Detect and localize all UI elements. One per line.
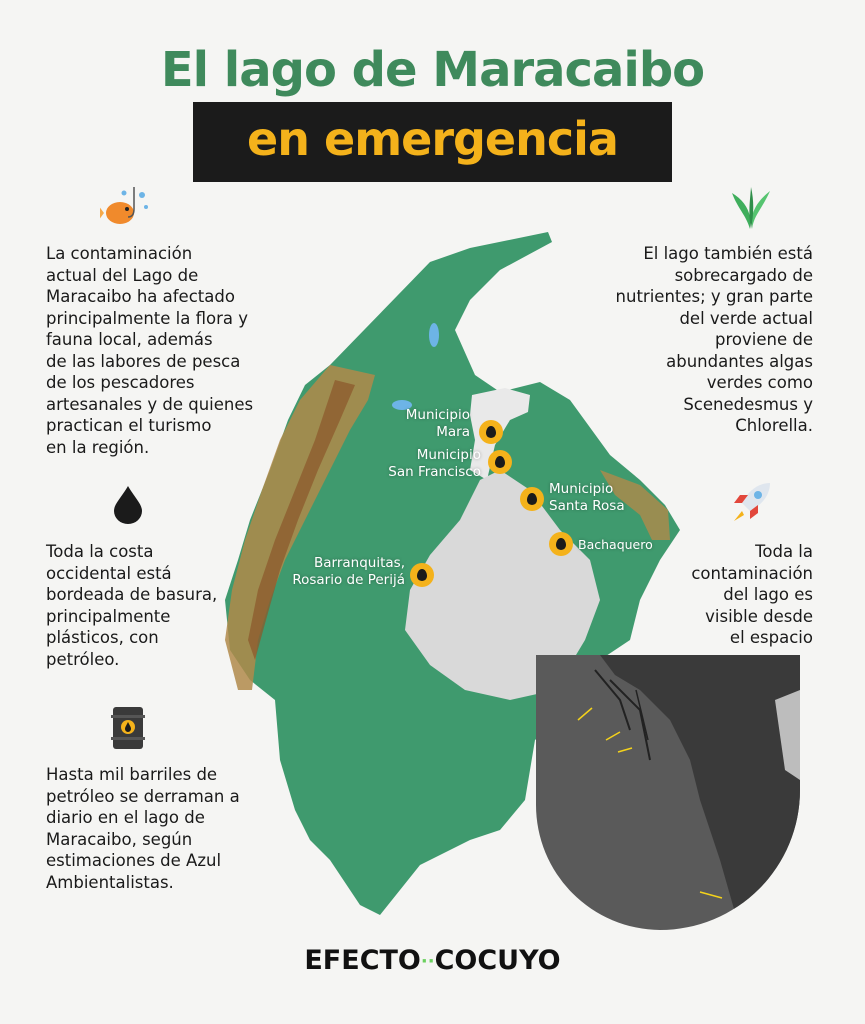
- oil-pin-icon: [520, 487, 544, 511]
- oil-pin-icon: [410, 563, 434, 587]
- page-title: El lago de Maracaibo: [160, 42, 705, 98]
- algae-icon: [728, 185, 774, 231]
- oil-drop-icon: [111, 484, 145, 524]
- paragraph-coast: Toda la costa occidental está bordeada de basura, principalmente plásticos, con petróleo.: [46, 542, 218, 669]
- paragraph-nutrients: El lago también está sobrecargado de nutrientes; y gran parte del verde actual proviene de abundantes algas verdes como Scenedesmus y Chlorella.: [615, 244, 813, 435]
- lagoon: [429, 323, 439, 347]
- fish-icon: [100, 185, 152, 231]
- location-label-san-francisco: Municipio San Francisco: [388, 447, 481, 480]
- location-label-santa-rosa: Municipio Santa Rosa: [549, 481, 625, 514]
- oil-pin-icon: [488, 450, 512, 474]
- location-label-barranquitas: Barranquitas, Rosario de Perijá: [292, 555, 405, 588]
- oil-barrel-icon: [110, 705, 146, 751]
- oil-pin-icon: [549, 532, 573, 556]
- paragraph-space: Toda la contaminación del lago es visible desde el espacio: [691, 542, 813, 647]
- rocket-icon: [730, 481, 772, 523]
- location-label-mara: Municipio Mara: [405, 407, 470, 440]
- paragraph-flora-fauna: La contaminación actual del Lago de Maracaibo ha afectado principalmente la flora y fauna local, además de las labores de pesca de los pescadores artesanales y de quienes practican el turismo en la región.: [46, 244, 254, 457]
- oil-pin-icon: [479, 420, 503, 444]
- paragraph-barrels: Hasta mil barriles de petróleo se derraman a diario en el lago de Maracaibo, según estimaciones de Azul Ambientalistas.: [46, 765, 240, 892]
- page-subtitle: en emergencia: [247, 112, 618, 166]
- satellite-image: [536, 655, 800, 930]
- location-label-bachaquero: Bachaquero: [578, 537, 653, 552]
- brand-logo: EFECTO··COCUYO: [304, 945, 561, 976]
